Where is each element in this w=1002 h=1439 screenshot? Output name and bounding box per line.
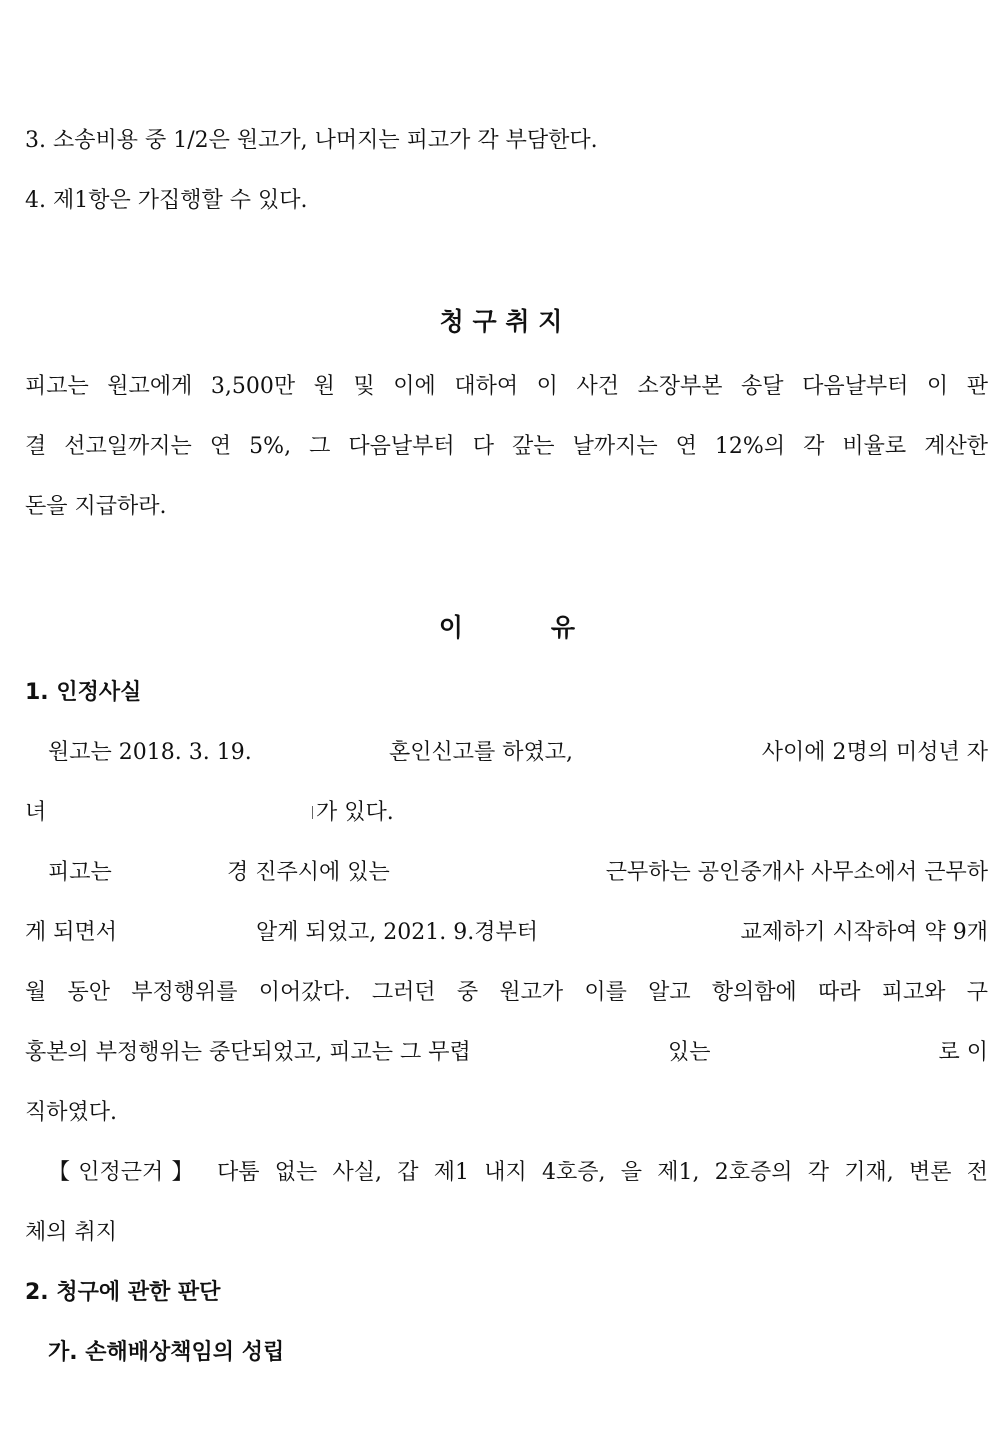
fact-1-seg-1: 원고는 2018. 3. 19. — [48, 740, 252, 765]
reasons-heading-right: 유 — [550, 613, 576, 642]
fact-paragraph-2-line-2 — [25, 916, 988, 950]
fact-paragraph-2-line-4 — [25, 1036, 988, 1070]
fact-paragraph-2-line-3: 월 동안 부정행위를 이어갔다. 그러던 중 원고가 이를 알고 항의함에 따라 피고와 구 — [25, 980, 988, 1005]
fact-2-line2-b: 알게 되었고, 2021. 9.경부터 — [256, 920, 538, 945]
section-1-title: 1. 인정사실 — [25, 680, 142, 705]
fact-2-line2-c: 교제하기 시작하여 약 9개 — [740, 920, 988, 945]
order-item-4: 4. 제1항은 가집행할 수 있다. — [25, 188, 308, 213]
claim-heading: 청 구 취 지 — [439, 307, 563, 336]
evidence-line-1: 【인정근거】 다툼 없는 사실, 갑 제1 내지 4호증, 을 제1, 2호증의 각 기재, 변론 전 — [48, 1160, 988, 1185]
fact-1-line2-b: 가 있다. — [316, 800, 394, 825]
redaction-edge-mark — [312, 806, 313, 819]
reasons-heading-left: 이 — [438, 613, 464, 642]
fact-2-line4-c: 로 이 — [938, 1040, 988, 1065]
fact-1-seg-3: 사이에 2명의 미성년 자 — [761, 740, 988, 765]
fact-paragraph-2-line-1 — [25, 856, 988, 890]
fact-2-line4-a: 홍본의 부정행위는 중단되었고, 피고는 그 무렵 — [25, 1040, 471, 1065]
fact-2-seg-3: 근무하는 공인중개사 사무소에서 근무하 — [605, 860, 988, 885]
fact-paragraph-2-line-5: 직하였다. — [25, 1100, 118, 1125]
fact-2-line2-a: 게 되면서 — [25, 920, 118, 945]
fact-1-line2-a: 녀 — [25, 800, 47, 825]
claim-line-2: 결 선고일까지는 연 5%, 그 다음날부터 다 갚는 날까지는 연 12%의 각 비율로 계산한 — [25, 434, 988, 459]
section-2-title: 2. 청구에 관한 판단 — [25, 1280, 221, 1305]
fact-paragraph-1-line-2 — [25, 796, 988, 830]
fact-2-line4-b: 있는 — [668, 1040, 711, 1065]
fact-2-seg-1: 피고는 — [48, 860, 112, 885]
claim-line-1: 피고는 원고에게 3,500만 원 및 이에 대하여 이 사건 소장부본 송달 다음날부터 이 판 — [25, 374, 988, 399]
fact-2-seg-2: 경 진주시에 있는 — [227, 860, 390, 885]
section-2-subsection-a: 가. 손해배상책임의 성립 — [48, 1340, 285, 1365]
fact-paragraph-1-line-1 — [25, 736, 988, 770]
claim-line-3: 돈을 지급하라. — [25, 494, 167, 519]
order-item-3: 3. 소송비용 중 1/2은 원고가, 나머지는 피고가 각 부담한다. — [25, 128, 598, 153]
evidence-line-2: 체의 취지 — [25, 1220, 118, 1245]
fact-1-seg-2: 혼인신고를 하였고, — [389, 740, 574, 765]
